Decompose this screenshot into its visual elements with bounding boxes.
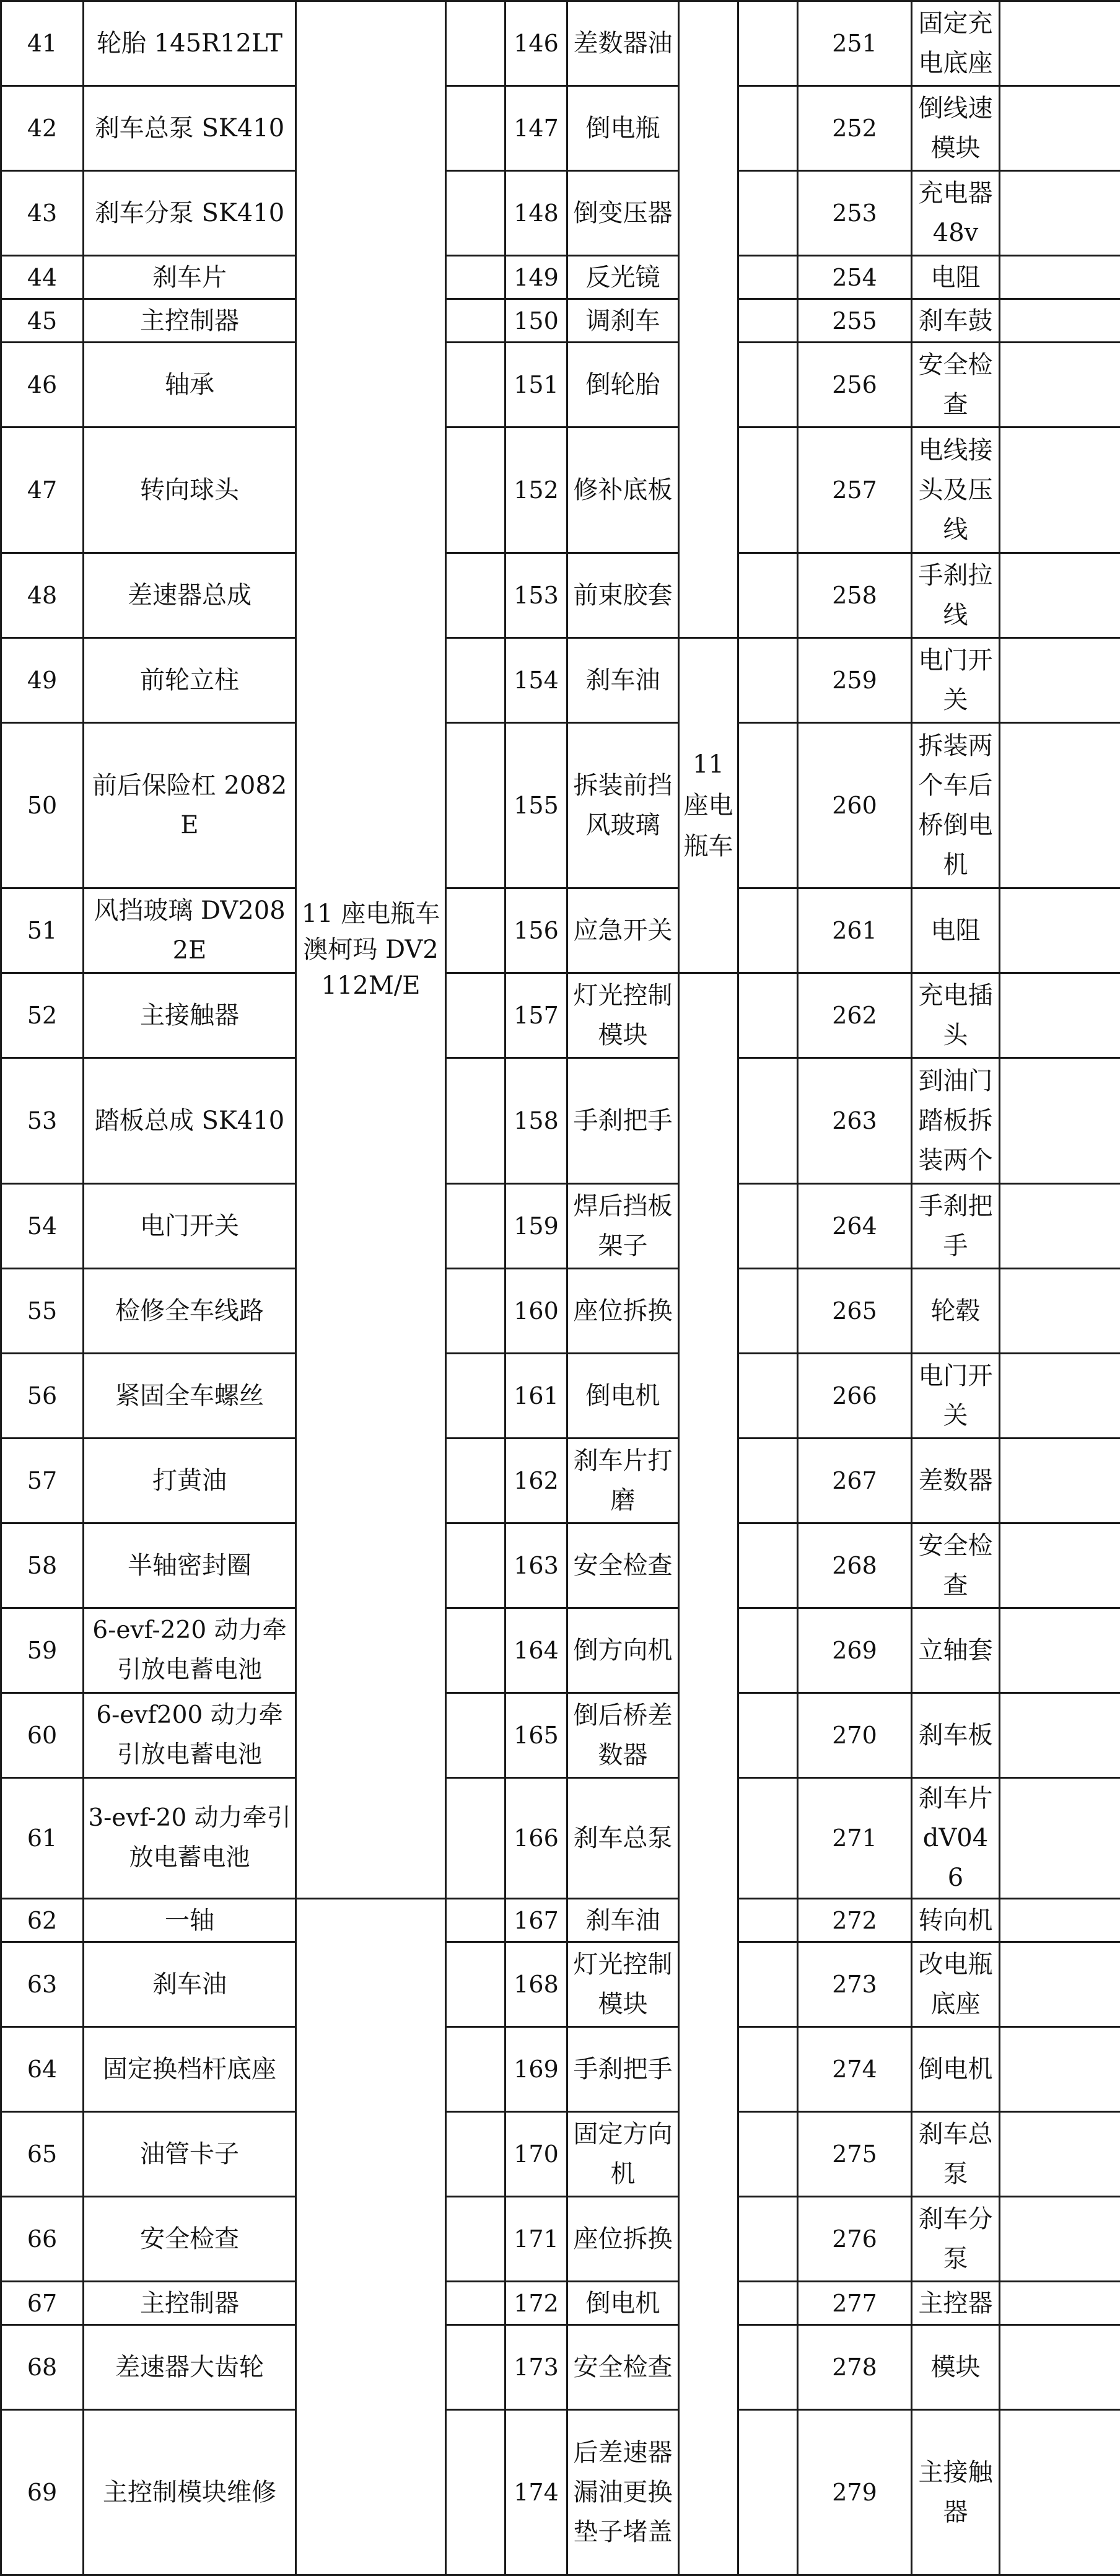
table-row [1, 1058, 1120, 1184]
table-row [1, 171, 1120, 256]
blank-cell [446, 1778, 505, 1899]
blank-cell [446, 1184, 505, 1269]
item-name: 刹车油 [567, 1899, 679, 1942]
item-name: 刹车片打磨 [567, 1439, 679, 1523]
item-name: 刹车分泵 [912, 2197, 1000, 2282]
blank-cell [738, 888, 798, 973]
item-number: 252 [798, 86, 912, 171]
blank-cell [738, 2282, 798, 2325]
blank-cell [446, 1439, 505, 1523]
item-name: 倒电机 [912, 2027, 1000, 2112]
vehicle-model-cell: 11 座电瓶车 [679, 638, 738, 973]
item-number: 152 [505, 427, 567, 553]
item-number: 269 [798, 1608, 912, 1693]
table-row [1, 1778, 1120, 1899]
blank-cell [446, 343, 505, 427]
blank-cell [1000, 1058, 1120, 1184]
item-name: 修补底板 [567, 427, 679, 553]
item-name: 主控制模块维修 [84, 2410, 296, 2575]
blank-cell [1000, 888, 1120, 973]
blank-cell [446, 723, 505, 888]
table-row [1, 973, 1120, 1058]
blank-cell [738, 2027, 798, 2112]
blank-cell [446, 2197, 505, 2282]
item-name: 到油门踏板拆装两个 [912, 1058, 1000, 1184]
blank-cell [446, 2325, 505, 2410]
blank-cell [738, 638, 798, 723]
table-row [1, 638, 1120, 723]
item-name: 刹车片 dV046 [912, 1778, 1000, 1899]
table-row [1, 1269, 1120, 1354]
item-name: 充电器 48v [912, 171, 1000, 256]
item-number: 153 [505, 553, 567, 638]
item-number: 172 [505, 2282, 567, 2325]
vehicle-model-cell-continued [296, 1899, 446, 2575]
blank-cell [738, 256, 798, 299]
item-number: 174 [505, 2410, 567, 2575]
item-name: 拆装前挡风玻璃 [567, 723, 679, 888]
blank-cell [1000, 2197, 1120, 2282]
item-name: 刹车总泵 [567, 1778, 679, 1899]
blank-cell [446, 1942, 505, 2027]
item-number: 164 [505, 1608, 567, 1693]
item-name: 轴承 [84, 343, 296, 427]
item-name: 手刹把手 [567, 1058, 679, 1184]
item-number: 171 [505, 2197, 567, 2282]
item-name: 刹车板 [912, 1693, 1000, 1778]
table-row [1, 256, 1120, 299]
blank-cell [1000, 343, 1120, 427]
item-name: 倒轮胎 [567, 343, 679, 427]
item-name: 改电瓶底座 [912, 1942, 1000, 2027]
item-name: 座位拆换 [567, 1269, 679, 1354]
item-number: 50 [1, 723, 84, 888]
item-name: 安全检查 [912, 1523, 1000, 1608]
blank-cell [446, 86, 505, 171]
item-number: 68 [1, 2325, 84, 2410]
item-name: 刹车总泵 SK410 [84, 86, 296, 171]
table-row [1, 2410, 1120, 2575]
item-number: 166 [505, 1778, 567, 1899]
table-row [1, 299, 1120, 343]
item-name: 轮毂 [912, 1269, 1000, 1354]
item-number: 168 [505, 1942, 567, 2027]
item-number: 276 [798, 2197, 912, 2282]
blank-cell [738, 1, 798, 86]
item-number: 279 [798, 2410, 912, 2575]
blank-cell [1000, 1608, 1120, 1693]
item-name: 前后保险杠 2082E [84, 723, 296, 888]
table-row [1, 1608, 1120, 1693]
item-name: 焊后挡板架子 [567, 1184, 679, 1269]
blank-cell [738, 723, 798, 888]
blank-cell [1000, 299, 1120, 343]
item-number: 161 [505, 1354, 567, 1439]
blank-cell [1000, 1184, 1120, 1269]
table-row [1, 2197, 1120, 2282]
blank-cell [1000, 2112, 1120, 2197]
blank-cell [738, 1693, 798, 1778]
item-number: 150 [505, 299, 567, 343]
item-name: 刹车片 [84, 256, 296, 299]
blank-cell [1000, 973, 1120, 1058]
table-row [1, 343, 1120, 427]
item-number: 264 [798, 1184, 912, 1269]
blank-cell [1000, 2027, 1120, 2112]
item-name: 主控器 [912, 2282, 1000, 2325]
item-name: 3-evf-20 动力牵引放电蓄电池 [84, 1778, 296, 1899]
item-number: 49 [1, 638, 84, 723]
item-number: 51 [1, 888, 84, 973]
item-number: 154 [505, 638, 567, 723]
item-number: 167 [505, 1899, 567, 1942]
item-number: 169 [505, 2027, 567, 2112]
item-number: 165 [505, 1693, 567, 1778]
item-number: 273 [798, 1942, 912, 2027]
blank-cell [1000, 256, 1120, 299]
item-number: 151 [505, 343, 567, 427]
item-number: 47 [1, 427, 84, 553]
item-number: 265 [798, 1269, 912, 1354]
item-name: 电阻 [912, 888, 1000, 973]
item-number: 261 [798, 888, 912, 973]
item-number: 58 [1, 1523, 84, 1608]
blank-cell [446, 1899, 505, 1942]
blank-cell [446, 299, 505, 343]
item-name: 刹车油 [567, 638, 679, 723]
blank-cell [1000, 1354, 1120, 1439]
item-name: 倒后桥差数器 [567, 1693, 679, 1778]
blank-cell [446, 1269, 505, 1354]
item-name: 座位拆换 [567, 2197, 679, 2282]
item-number: 266 [798, 1354, 912, 1439]
blank-cell [738, 1184, 798, 1269]
item-name: 充电插头 [912, 973, 1000, 1058]
item-name: 倒方向机 [567, 1608, 679, 1693]
table-row [1, 1, 1120, 86]
blank-cell [1000, 171, 1120, 256]
item-number: 63 [1, 1942, 84, 2027]
blank-cell [1000, 427, 1120, 553]
table-row [1, 1523, 1120, 1608]
item-name: 转向球头 [84, 427, 296, 553]
item-number: 270 [798, 1693, 912, 1778]
item-name: 差速器大齿轮 [84, 2325, 296, 2410]
item-name: 后差速器漏油更换垫子堵盖 [567, 2410, 679, 2575]
item-name: 电门开关 [912, 638, 1000, 723]
item-name: 调刹车 [567, 299, 679, 343]
item-number: 163 [505, 1523, 567, 1608]
item-name: 应急开关 [567, 888, 679, 973]
table-row [1, 723, 1120, 888]
item-number: 52 [1, 973, 84, 1058]
blank-cell [738, 973, 798, 1058]
blank-cell [446, 1693, 505, 1778]
blank-cell [1000, 1269, 1120, 1354]
item-number: 55 [1, 1269, 84, 1354]
blank-cell [1000, 2282, 1120, 2325]
blank-cell [738, 1608, 798, 1693]
item-number: 253 [798, 171, 912, 256]
item-number: 173 [505, 2325, 567, 2410]
item-number: 56 [1, 1354, 84, 1439]
item-number: 262 [798, 973, 912, 1058]
table-row [1, 1354, 1120, 1439]
table-row [1, 1439, 1120, 1523]
item-number: 146 [505, 1, 567, 86]
item-name: 灯光控制模块 [567, 973, 679, 1058]
item-name: 固定方向机 [567, 2112, 679, 2197]
blank-cell [446, 427, 505, 553]
item-number: 57 [1, 1439, 84, 1523]
blank-cell [1000, 86, 1120, 171]
item-number: 170 [505, 2112, 567, 2197]
item-name: 电阻 [912, 256, 1000, 299]
item-number: 54 [1, 1184, 84, 1269]
item-name: 固定换档杆底座 [84, 2027, 296, 2112]
item-number: 263 [798, 1058, 912, 1184]
item-name: 轮胎 145R12LT [84, 1, 296, 86]
item-name: 6-evf-220 动力牵引放电蓄电池 [84, 1608, 296, 1693]
item-number: 65 [1, 2112, 84, 2197]
blank-cell [738, 1269, 798, 1354]
item-number: 254 [798, 256, 912, 299]
blank-cell [738, 1354, 798, 1439]
item-name: 6-evf200 动力牵引放电蓄电池 [84, 1693, 296, 1778]
item-name: 差数器 [912, 1439, 1000, 1523]
blank-cell [446, 1608, 505, 1693]
item-name: 半轴密封圈 [84, 1523, 296, 1608]
blank-cell [738, 2197, 798, 2282]
item-number: 160 [505, 1269, 567, 1354]
blank-cell [738, 1899, 798, 1942]
blank-cell [1000, 553, 1120, 638]
item-name: 主控制器 [84, 299, 296, 343]
item-number: 44 [1, 256, 84, 299]
item-number: 148 [505, 171, 567, 256]
item-number: 149 [505, 256, 567, 299]
item-number: 147 [505, 86, 567, 171]
item-number: 59 [1, 1608, 84, 1693]
item-number: 41 [1, 1, 84, 86]
item-number: 277 [798, 2282, 912, 2325]
item-number: 267 [798, 1439, 912, 1523]
item-name: 固定充电底座 [912, 1, 1000, 86]
item-number: 255 [798, 299, 912, 343]
item-name: 安全检查 [567, 1523, 679, 1608]
blank-cell [446, 888, 505, 973]
item-name: 灯光控制模块 [567, 1942, 679, 2027]
item-number: 271 [798, 1778, 912, 1899]
item-name: 风挡玻璃 DV2082E [84, 888, 296, 973]
blank-cell [446, 638, 505, 723]
item-number: 275 [798, 2112, 912, 2197]
item-name: 安全检查 [84, 2197, 296, 2282]
blank-cell [679, 1, 738, 638]
item-number: 155 [505, 723, 567, 888]
item-name: 打黄油 [84, 1439, 296, 1523]
blank-cell [1000, 1523, 1120, 1608]
blank-cell [738, 1523, 798, 1608]
item-name: 刹车油 [84, 1942, 296, 2027]
item-name: 踏板总成 SK410 [84, 1058, 296, 1184]
item-number: 258 [798, 553, 912, 638]
item-name: 拆装两个车后桥倒电机 [912, 723, 1000, 888]
item-name: 倒线速模块 [912, 86, 1000, 171]
item-name: 刹车总泵 [912, 2112, 1000, 2197]
item-number: 278 [798, 2325, 912, 2410]
item-number: 162 [505, 1439, 567, 1523]
blank-cell [738, 86, 798, 171]
item-number: 257 [798, 427, 912, 553]
blank-cell [738, 2410, 798, 2575]
item-name: 电线接头及压线 [912, 427, 1000, 553]
item-name: 倒电瓶 [567, 86, 679, 171]
item-number: 67 [1, 2282, 84, 2325]
table-row [1, 86, 1120, 171]
blank-cell [738, 427, 798, 553]
item-number: 60 [1, 1693, 84, 1778]
item-number: 62 [1, 1899, 84, 1942]
blank-cell [738, 2325, 798, 2410]
blank-cell [446, 1058, 505, 1184]
item-name: 主接触器 [84, 973, 296, 1058]
item-number: 159 [505, 1184, 567, 1269]
item-name: 电门开关 [912, 1354, 1000, 1439]
item-number: 256 [798, 343, 912, 427]
item-name: 安全检查 [912, 343, 1000, 427]
blank-cell [1000, 1, 1120, 86]
blank-cell [738, 1439, 798, 1523]
item-name: 主控制器 [84, 2282, 296, 2325]
item-name: 主接触器 [912, 2410, 1000, 2575]
item-number: 48 [1, 553, 84, 638]
table-row [1, 2027, 1120, 2112]
item-name: 反光镜 [567, 256, 679, 299]
item-name: 一轴 [84, 1899, 296, 1942]
table-row [1, 1899, 1120, 1942]
item-name: 刹车鼓 [912, 299, 1000, 343]
item-number: 46 [1, 343, 84, 427]
blank-cell [738, 171, 798, 256]
item-number: 42 [1, 86, 84, 171]
item-name: 立轴套 [912, 1608, 1000, 1693]
blank-cell [446, 256, 505, 299]
item-number: 43 [1, 171, 84, 256]
table-row [1, 427, 1120, 553]
table-row [1, 2112, 1120, 2197]
item-number: 268 [798, 1523, 912, 1608]
blank-cell [1000, 2410, 1120, 2575]
item-number: 64 [1, 2027, 84, 2112]
item-name: 倒电机 [567, 2282, 679, 2325]
blank-cell [446, 973, 505, 1058]
blank-cell [446, 553, 505, 638]
item-name: 手刹把手 [912, 1184, 1000, 1269]
item-number: 66 [1, 2197, 84, 2282]
blank-cell [1000, 1899, 1120, 1942]
item-name: 差数器油 [567, 1, 679, 86]
item-name: 倒变压器 [567, 171, 679, 256]
blank-cell [446, 1354, 505, 1439]
item-number: 61 [1, 1778, 84, 1899]
blank-cell [1000, 1693, 1120, 1778]
blank-cell [446, 171, 505, 256]
table-row [1, 888, 1120, 973]
blank-cell [446, 2282, 505, 2325]
blank-cell [446, 1523, 505, 1608]
blank-cell [446, 2112, 505, 2197]
item-number: 157 [505, 973, 567, 1058]
item-number: 45 [1, 299, 84, 343]
table-row [1, 1184, 1120, 1269]
blank-cell [446, 1, 505, 86]
blank-cell [738, 343, 798, 427]
item-number: 260 [798, 723, 912, 888]
blank-cell [446, 2410, 505, 2575]
blank-cell [738, 1942, 798, 2027]
item-name: 紧固全车螺丝 [84, 1354, 296, 1439]
item-name: 刹车分泵 SK410 [84, 171, 296, 256]
item-number: 53 [1, 1058, 84, 1184]
blank-cell [738, 2112, 798, 2197]
item-name: 前束胶套 [567, 553, 679, 638]
blank-cell [679, 973, 738, 2575]
item-name: 差速器总成 [84, 553, 296, 638]
table-row [1, 2282, 1120, 2325]
item-name: 检修全车线路 [84, 1269, 296, 1354]
item-name: 手刹把手 [567, 2027, 679, 2112]
item-number: 272 [798, 1899, 912, 1942]
blank-cell [446, 2027, 505, 2112]
blank-cell [738, 553, 798, 638]
blank-cell [1000, 723, 1120, 888]
item-name: 安全检查 [567, 2325, 679, 2410]
item-name: 模块 [912, 2325, 1000, 2410]
item-number: 274 [798, 2027, 912, 2112]
vehicle-model-cell: 11 座电瓶车澳柯玛 DV2112M/E [296, 1, 446, 1899]
item-name: 手刹拉线 [912, 553, 1000, 638]
blank-cell [1000, 1778, 1120, 1899]
item-number: 251 [798, 1, 912, 86]
table-row [1, 1693, 1120, 1778]
item-name: 油管卡子 [84, 2112, 296, 2197]
blank-cell [1000, 1942, 1120, 2027]
item-name: 电门开关 [84, 1184, 296, 1269]
item-name: 转向机 [912, 1899, 1000, 1942]
item-number: 158 [505, 1058, 567, 1184]
table-row [1, 2325, 1120, 2410]
item-name: 前轮立柱 [84, 638, 296, 723]
blank-cell [738, 299, 798, 343]
table-row [1, 1942, 1120, 2027]
blank-cell [1000, 638, 1120, 723]
item-number: 69 [1, 2410, 84, 2575]
blank-cell [738, 1778, 798, 1899]
blank-cell [1000, 2325, 1120, 2410]
item-number: 156 [505, 888, 567, 973]
blank-cell [1000, 1439, 1120, 1523]
item-number: 259 [798, 638, 912, 723]
item-name: 倒电机 [567, 1354, 679, 1439]
table-row [1, 553, 1120, 638]
blank-cell [738, 1058, 798, 1184]
